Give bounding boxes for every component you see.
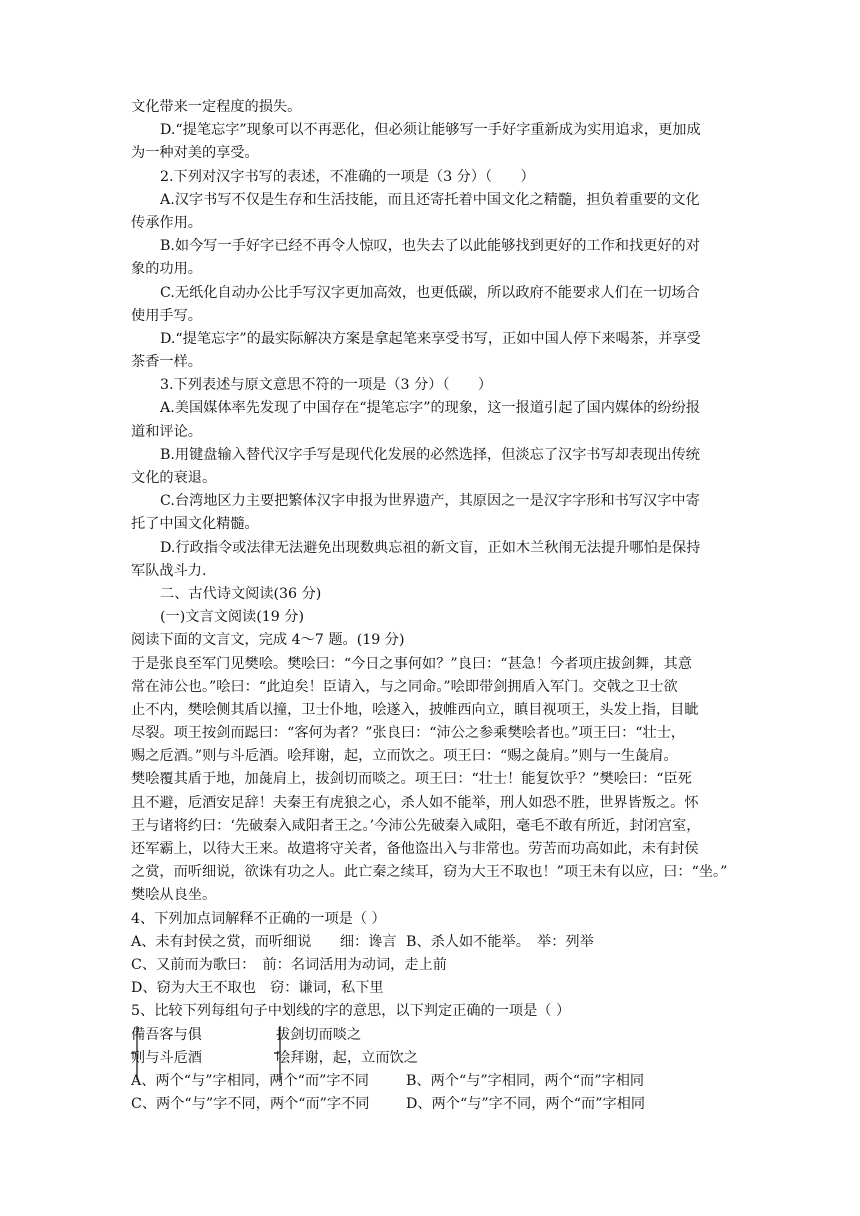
q3-option-d: 军队战斗力. (131, 562, 207, 579)
passage-line: 王与诸将约曰：‘先破秦入咸阳者王之。’今沛公先破秦入咸阳，毫毛不敢有所近，封闭宫室， (131, 817, 701, 834)
passage-line: 之赏，而听细说，欲诛有功之人。此亡秦之续耳，窃为大王不取也！”项王未有以应，曰：“坐。” (131, 864, 728, 881)
q5-option-c: C、两个“与”字不同，两个“而”字不同 (131, 1096, 370, 1113)
option-d-line: 为一种对美的享受。 (131, 145, 259, 162)
q5-options-row (131, 1093, 733, 1116)
passage-line: 于是张良至军门见樊哙。樊哙曰：“今日之事何如？”良曰：“甚急！今者项庄拔剑舞，其意 (131, 655, 692, 672)
question-4-stem: 4、下列加点词解释不正确的一项是（ ） (131, 910, 386, 927)
q2-option-b: 象的功用。 (131, 261, 202, 278)
passage-line: 止不内，樊哙侧其盾以撞，卫士仆地，哙遂入，披帷西向立，瞋目视项王，头发上指，目眦 (131, 701, 699, 718)
q3-option-b: 文化的衰退。 (131, 470, 217, 486)
section-title: 二、古代诗文阅读(36 分) (160, 585, 322, 602)
paragraph-line: 文化带来一定程度的损失。 (131, 99, 302, 115)
pair-2-right: 哙拜谢，起，立而饮之 (276, 1049, 418, 1066)
q4-option-c: C、又前而为歌曰： 前：名词活用为动词，走上前 (131, 956, 447, 973)
passage-line: 且不避，卮酒安足辞！夫秦王有虎狼之心，杀人如不能举，刑人如恐不胜，世界皆叛之。怀 (131, 794, 699, 811)
passage-line: 尽裂。项王按剑而跽曰：“客何为者？”张良曰：“沛公之参乘樊哙者也。”项王曰：“壮士， (131, 725, 686, 742)
subsection-title: (一)文言文阅读(19 分) (160, 609, 305, 626)
q5-option-b: B、两个“与”字相同，两个“而”字相同 (406, 1072, 645, 1089)
q2-option-c: 使用手写。 (131, 307, 202, 324)
passage-line: 常在沛公也。”哙曰：“此迫矣！臣请入，与之同命。”哙即带剑拥盾入军门。交戟之卫士欲 (131, 678, 678, 695)
question-2-stem: 2.下列对汉字书写的表述，不准确的一项是（3 分）（ ） (160, 168, 535, 185)
pair-row (131, 1024, 733, 1047)
q2-option-a: A.汉字书写不仅是生存和生活技能，而且还寄托着中国文化之精髓，担负着重要的文化 (160, 191, 700, 208)
pair-1-left: 備吾客与俱 (131, 1026, 202, 1043)
question-3-stem: 3.下列表述与原文意思不符的一项是（3 分）（ ） (160, 377, 493, 394)
document-page (131, 96, 733, 1116)
q2-option-c: C.无纸化自动办公比手写汉字更加高效，也更低碳，所以政府不能要求人们在一切场合 (160, 284, 700, 301)
passage-line: 赐之卮酒。”则与斗卮酒。哙拜谢，起，立而饮之。项王曰：“赐之彘肩。”则与一生彘肩。 (131, 748, 678, 765)
q3-option-a: 道和评论。 (131, 423, 202, 440)
q4-options-row (131, 931, 733, 954)
q2-option-a: 传承作用。 (131, 214, 202, 231)
option-d-line: D.“提笔忘字”现象可以不再恶化，但必须让能够写一手好字重新成为实用追求，更加成 (160, 122, 701, 139)
passage-line: 樊哙覆其盾于地，加彘肩上，拔剑切而啖之。项王曰：“壮士！能复饮乎？”樊哙曰：“臣死 (131, 771, 692, 788)
q3-option-a: A.美国媒体率先发现了中国存在“提笔忘字”的现象，这一报道引起了国内媒体的纷纷报 (160, 400, 701, 417)
q3-option-c: 托了中国文化精髓。 (131, 516, 259, 533)
question-5-stem: 5、比较下列每组句子中划线的字的意思，以下判定正确的一项是（ ） (131, 1003, 571, 1020)
q5-option-a: A、两个“与”字相同，两个“而”字不同 (131, 1072, 369, 1089)
q5-option-d: D、两个“与”字不同，两个“而”字相同 (406, 1096, 646, 1113)
q4-option-b: B、杀人如不能举。 举：列举 (406, 933, 594, 950)
pair-1-right: 拔剑切而啖之 (276, 1026, 362, 1043)
classical-passage (131, 653, 733, 908)
reading-instruction: 阅读下面的文言文，完成 4～7 题。(19 分) (131, 632, 405, 649)
passage-line: 还军霸上，以待大王来。故遣将守关者，备他盗出入与非常也。劳苦而功高如此，未有封侯 (131, 841, 699, 857)
q4-option-d: D、窃为大王不取也 窃：谦词，私下里 (131, 980, 384, 997)
pair-row (131, 1047, 733, 1070)
q5-sentence-pairs (131, 1024, 733, 1070)
q2-option-d: 茶香一样。 (131, 354, 202, 371)
q2-option-d: D.“提笔忘字”的最实际解决方案是拿起笔来享受书写，正如中国人停下来喝茶，并享受 (160, 330, 701, 347)
q5-options-row (131, 1070, 733, 1093)
q3-option-d: D.行政指令或法律无法避免出现数典忘祖的新文盲，正如木兰秋闱无法提升哪怕是保持 (160, 539, 701, 556)
passage-line: 樊哙从良坐。 (131, 887, 217, 904)
q3-option-b: B.用键盘输入替代汉字手写是现代化发展的必然选择，但淡忘了汉字书写却表现出传统 (160, 446, 700, 463)
pair-2-left: 则与斗卮酒 (131, 1049, 202, 1066)
q2-option-b: B.如今写一手好字已经不再令人惊叹，也失去了以此能够找到更好的工作和找更好的对 (160, 238, 700, 255)
q3-option-c: C.台湾地区力主要把繁体汉字申报为世界遗产，其原因之一是汉字字形和书写汉字中寄 (160, 493, 700, 510)
q4-option-a: A、未有封侯之赏，而听细说 细：谗言 (131, 933, 397, 950)
